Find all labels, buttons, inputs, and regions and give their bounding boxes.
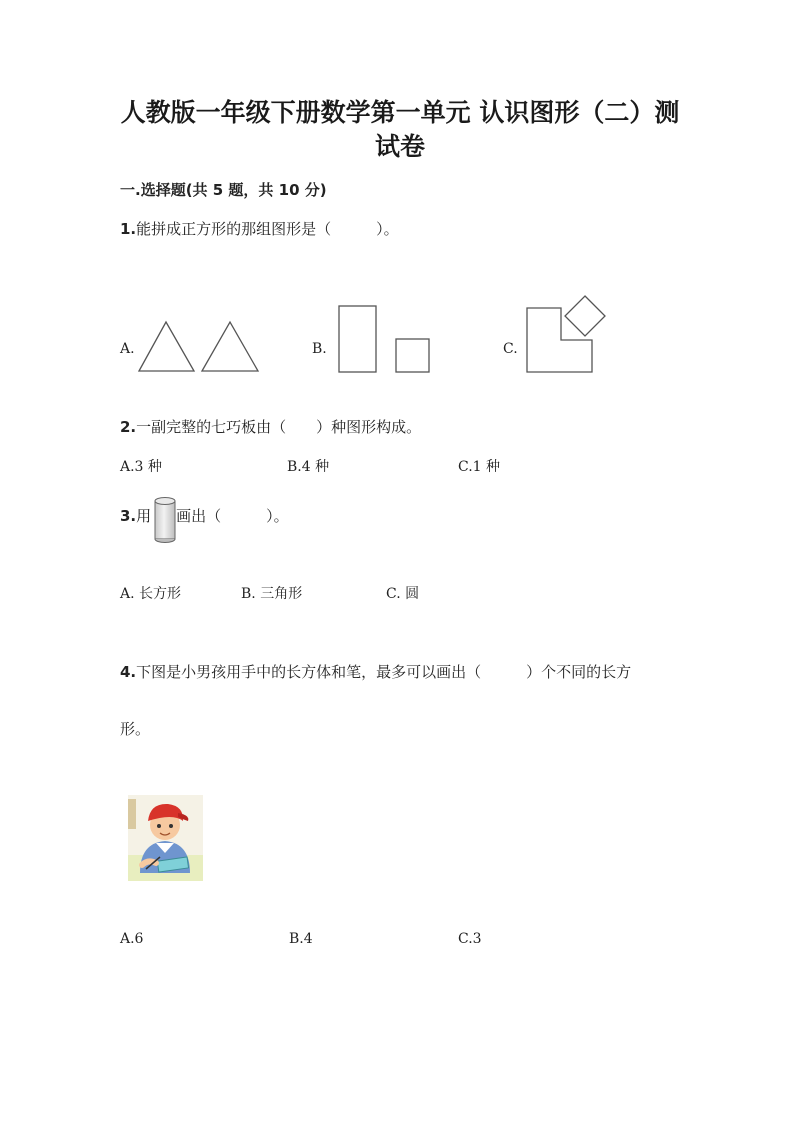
q3-option-a: A. 长方形 — [120, 586, 182, 602]
q3-option-b: B. 三角形 — [241, 586, 303, 602]
question-number: 3. — [120, 507, 137, 525]
rotated-square-shape — [565, 296, 605, 336]
q2-option-b: B.4 种 — [287, 459, 330, 475]
q4-option-b: B.4 — [289, 931, 313, 947]
q2-option-c: C.1 种 — [458, 459, 501, 475]
q1-option-c-label: C. — [503, 341, 518, 357]
title-line-2: 试卷 — [374, 132, 425, 161]
q1-option-b-rectangles-figure — [337, 304, 433, 374]
rectangle-shape — [339, 306, 376, 372]
question-text: 一副完整的七巧板由（ ）种图形构成。 — [136, 418, 422, 436]
question-text: 下图是小男孩用手中的长方体和笔，最多可以画出（ ）个不同的长方 — [136, 663, 632, 681]
question-2 — [120, 416, 421, 438]
q1-option-b-label: B. — [312, 341, 327, 357]
question-text-after: 画出（ ）。 — [176, 507, 289, 525]
q1-option-a-label: A. — [120, 341, 135, 357]
boy-with-cuboid-illustration — [128, 795, 203, 881]
question-number: 4. — [120, 663, 137, 681]
q4-option-a: A.6 — [120, 931, 144, 947]
triangle-shape — [139, 322, 194, 371]
q3-option-c: C. 圆 — [386, 586, 420, 602]
l-shape — [527, 308, 592, 372]
question-text-before: 用 — [136, 507, 152, 525]
square-shape — [396, 339, 429, 372]
q4-option-c: C.3 — [458, 931, 482, 947]
question-text: 能拼成正方形的那组图形是（ ）。 — [136, 220, 399, 238]
question-number: 1. — [120, 220, 137, 238]
q2-option-a: A.3 种 — [120, 459, 162, 475]
question-number: 2. — [120, 418, 137, 436]
triangle-shape — [202, 322, 258, 371]
question-4 — [120, 661, 631, 683]
question-4-continuation: 形。 — [120, 720, 151, 738]
cylinder-icon — [153, 496, 177, 544]
q1-option-a-triangles-figure — [137, 320, 261, 374]
title-line-1: 人教版一年级下册数学第一单元 认识图形（二）测 — [120, 98, 680, 127]
page-title — [90, 96, 710, 164]
section-heading: 一.选择题(共 5 题，共 10 分) — [120, 181, 327, 199]
question-3 — [120, 505, 289, 527]
question-1 — [120, 218, 399, 240]
q1-option-c-l-shape-figure — [525, 294, 609, 374]
